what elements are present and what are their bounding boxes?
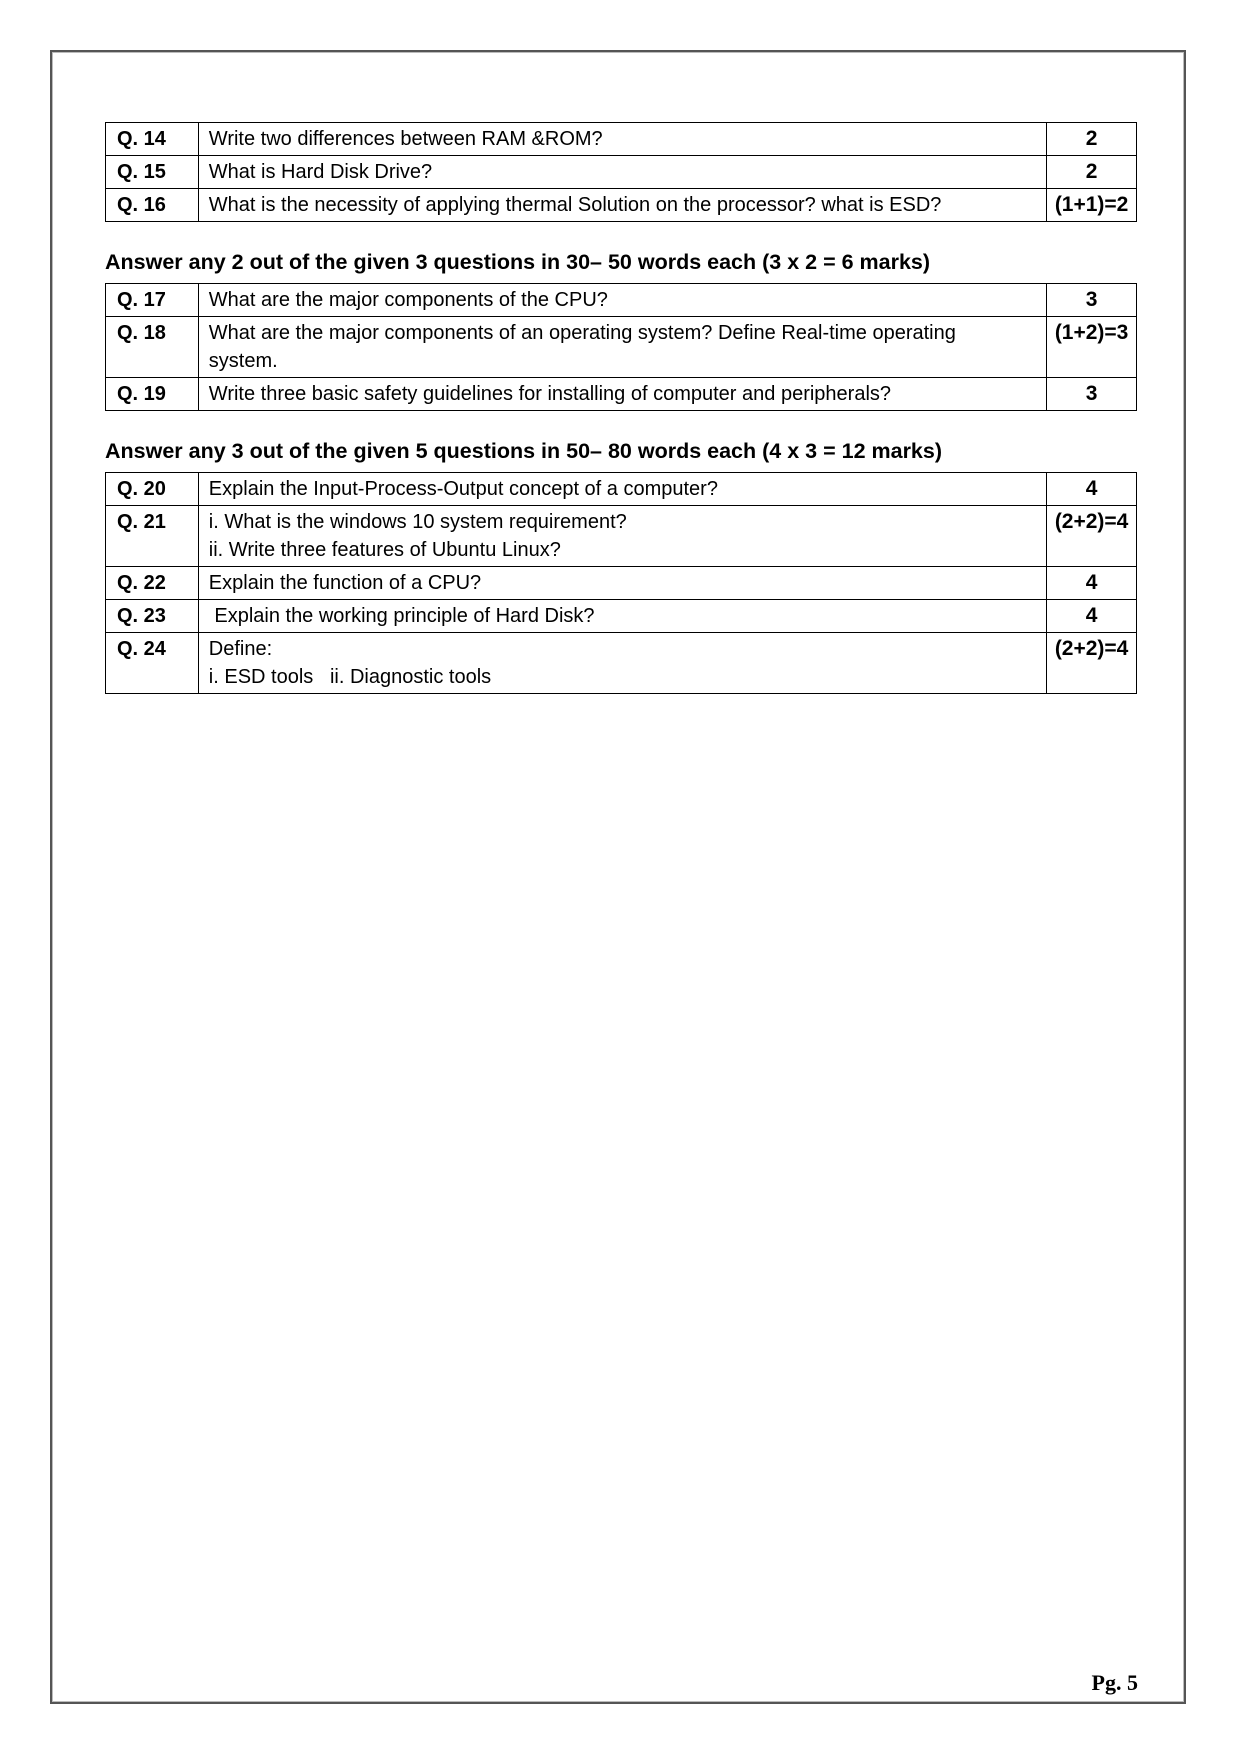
page-number: Pg. 5 [1091,1670,1138,1695]
table-row [106,506,1137,567]
question-marks: (1+1)=2 [1047,189,1137,222]
question-line: What are the major components of an operating system? Define Real-time operating [208,322,956,344]
table-row [106,473,1137,506]
question-number: Q. 16 [106,189,199,222]
table-row [106,378,1137,411]
question-line: Explain the working principle of Hard Disk? [208,605,595,627]
question-marks: 3 [1047,284,1137,317]
question-text [198,506,1046,567]
question-number: Q. 23 [106,600,199,633]
question-line: Explain the function of a CPU? [208,572,482,594]
question-line: system. [208,350,278,372]
table-row [106,156,1137,189]
question-number: Q. 18 [106,317,199,378]
question-text [198,156,1046,189]
question-text [198,633,1046,694]
question-number: Q. 24 [106,633,199,694]
question-line: Explain the Input-Process-Output concept of a computer? [208,478,718,500]
question-marks: 4 [1047,473,1137,506]
question-number: Q. 14 [106,123,199,156]
question-text [198,189,1046,222]
question-marks: 4 [1047,567,1137,600]
question-number: Q. 15 [106,156,199,189]
section-heading: Answer any 3 out of the given 5 questions in 50– 80 words each (4 x 3 = 12 marks) [105,439,943,463]
question-marks: (2+2)=4 [1047,633,1137,694]
question-line: i. What is the windows 10 system requirement? [208,511,627,533]
question-text [198,284,1046,317]
question-line: Write three basic safety guidelines for installing of computer and peripherals? [208,383,892,405]
question-number: Q. 21 [106,506,199,567]
question-table-1 [105,122,1137,222]
question-text [198,600,1046,633]
question-table-2 [105,283,1137,411]
question-marks: 4 [1047,600,1137,633]
question-line: Write two differences between RAM &ROM? [208,128,603,150]
question-marks: (1+2)=3 [1047,317,1137,378]
question-text [198,473,1046,506]
question-paper-content [105,122,1137,694]
question-number: Q. 19 [106,378,199,411]
table-row [106,567,1137,600]
question-text [198,567,1046,600]
question-line: What is the necessity of applying thermal Solution on the processor? what is ESD? [208,194,942,216]
question-line: i. ESD tools ii. Diagnostic tools [208,666,492,688]
question-marks: (2+2)=4 [1047,506,1137,567]
table-row [106,123,1137,156]
question-number: Q. 17 [106,284,199,317]
question-marks: 2 [1047,123,1137,156]
table-row [106,633,1137,694]
question-table-3 [105,472,1137,694]
question-text [198,317,1046,378]
question-marks: 3 [1047,378,1137,411]
question-line: Define: [208,638,273,660]
table-row [106,317,1137,378]
table-row [106,284,1137,317]
question-number: Q. 22 [106,567,199,600]
question-line: What is Hard Disk Drive? [208,161,433,183]
section-heading: Answer any 2 out of the given 3 questions in 30– 50 words each (3 x 2 = 6 marks) [105,250,931,274]
question-text [198,123,1046,156]
question-number: Q. 20 [106,473,199,506]
question-marks: 2 [1047,156,1137,189]
table-row [106,600,1137,633]
table-row [106,189,1137,222]
question-line: ii. Write three features of Ubuntu Linux? [208,539,561,561]
question-text [198,378,1046,411]
question-line: What are the major components of the CPU? [208,289,608,311]
